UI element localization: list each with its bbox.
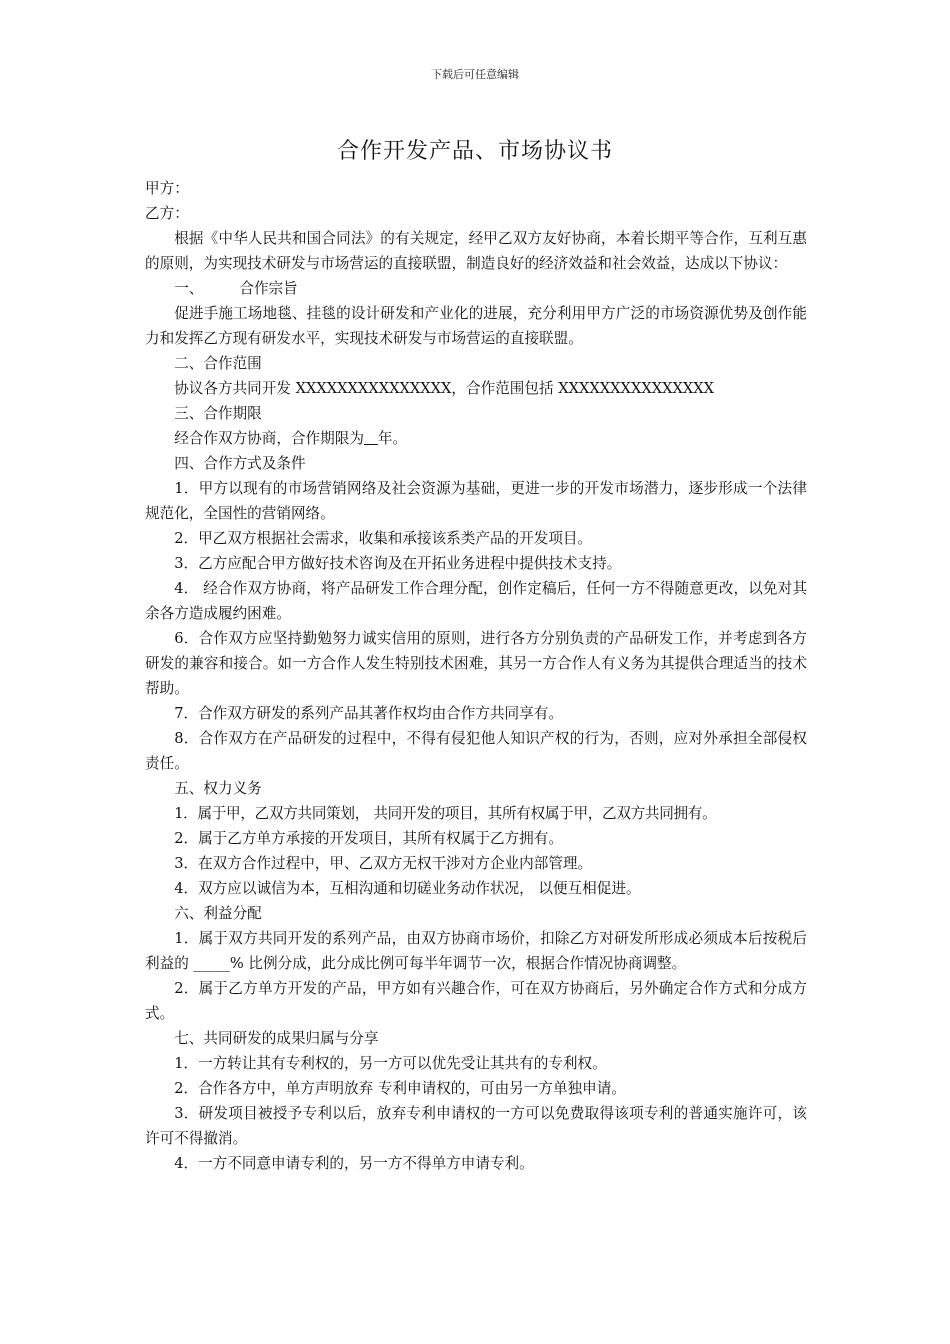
section-4-item: 1．甲方以现有的市场营销网络及社会资源为基础，更进一步的开发市场潜力，逐步形成一个法律规范化，全国性的营销网络。 xyxy=(145,480,807,522)
section-6-item xyxy=(145,926,807,976)
section-5-item: 4．双方应以诚信为本，互相沟通和切磋业务动作状况， 以便互相促进。 xyxy=(174,880,641,897)
section-3-paragraph xyxy=(145,426,807,451)
section-6-item: 2．属于乙方单方开发的产品，甲方如有兴趣合作，可在双方协商后，另外确定合作方式和分成方式。 xyxy=(145,980,807,1022)
section-5-item: 3．在双方合作过程中，甲、乙双方无权干涉对方企业内部管理。 xyxy=(174,855,593,872)
header-note: 下载后可任意编辑 xyxy=(431,68,519,81)
term-blank xyxy=(364,430,378,447)
section-4-item: 4． 经合作双方协商，将产品研发工作合理分配，创作定稿后，任何一方不得随意更改，以免对其余各方造成履约困难。 xyxy=(145,580,807,622)
section-2-paragraph: 协议各方共同开发 XXXXXXXXXXXXXXX，合作范围包括 XXXXXXXXXXXXXXX xyxy=(174,380,715,397)
intro-paragraph: 根据《中华人民共和国合同法》的有关规定，经甲乙双方友好协商，本着长期平等合作，互利互惠的原则，为实现技术研发与市场营运的直接联盟，制造良好的经济效益和社会效益，达成以下协议： xyxy=(145,230,807,272)
document-title: 合作开发产品、市场协议书 xyxy=(336,139,613,164)
section-7-item: 2．合作各方中，单方声明放弃 专利申请权的，可由另一方单独申请。 xyxy=(174,1080,626,1097)
term-text-after: 年。 xyxy=(377,430,408,447)
section-1-heading xyxy=(145,276,807,301)
section-1-title: 合作宗旨 xyxy=(239,280,298,297)
section-2-heading: 二、合作范围 xyxy=(174,355,262,372)
section-3-heading: 三、合作期限 xyxy=(174,405,262,422)
section-4-heading: 四、合作方式及条件 xyxy=(174,455,306,472)
document-body xyxy=(145,176,807,1176)
section-4-item: 3．乙方应配合甲方做好技术咨询及在开拓业务进程中提供技术支持。 xyxy=(174,555,622,572)
term-text-before: 经合作双方协商，合作期限为 xyxy=(174,430,364,447)
section-4-item: 2．甲乙双方根据社会需求，收集和承接该系类产品的开发项目。 xyxy=(174,530,593,547)
section-7-heading: 七、共同研发的成果归属与分享 xyxy=(174,1030,379,1047)
section-1-paragraph: 促进手施工场地毯、挂毯的设计研发和产业化的进展，充分利用甲方广泛的市场资源优势及创作能力和发挥乙方现有研发水平，实现技术研发与市场营运的直接联盟。 xyxy=(145,305,807,347)
section-5-item: 2．属于乙方单方承接的开发项目，其所有权属于乙方拥有。 xyxy=(174,830,563,847)
profit-text-after: % 比例分成，此分成比例可每半年调节一次，根据合作情况协商调整。 xyxy=(229,955,687,972)
section-4-item: 7．合作双方研发的系列产品其著作权均由合作方共同享有。 xyxy=(174,705,563,722)
section-5-heading: 五、权力义务 xyxy=(174,780,262,797)
section-4-item: 8．合作双方在产品研发的过程中，不得有侵犯他人知识产权的行为，否则，应对外承担全部侵权责任。 xyxy=(145,730,807,772)
section-7-item: 1．一方转让其有专利权的，另一方可以优先受让其共有的专利权。 xyxy=(174,1055,607,1072)
section-1-number: 一、 xyxy=(174,280,204,297)
section-5-item: 1．属于甲，乙双方共同策划， 共同开发的项目，其所有权属于甲，乙双方共同拥有。 xyxy=(174,805,717,822)
party-a-label: 甲方： xyxy=(145,180,189,197)
profit-text-before: 1．属于双方共同开发的系列产品，由双方协商市场价，扣除乙方对研发所形成必须成本后按税后利益的 xyxy=(145,930,807,972)
section-6-heading: 六、利益分配 xyxy=(174,905,262,922)
party-b-label: 乙方： xyxy=(145,205,189,222)
section-7-item: 3．研发项目被授予专利以后，放弃专利申请权的一方可以免费取得该项专利的普通实施许可，该许可不得撤消。 xyxy=(145,1105,807,1147)
section-4-item: 6．合作双方应坚持勤勉努力诚实信用的原则，进行各方分别负责的产品研发工作，并考虑到各方研发的兼容和接合。如一方合作人发生特别技术困难，其另一方合作人有义务为其提供合理适当的技术帮助。 xyxy=(145,630,807,697)
section-7-item: 4．一方不同意申请专利的，另一方不得单方申请专利。 xyxy=(174,1155,534,1172)
profit-ratio-blank: _____ xyxy=(193,955,230,972)
